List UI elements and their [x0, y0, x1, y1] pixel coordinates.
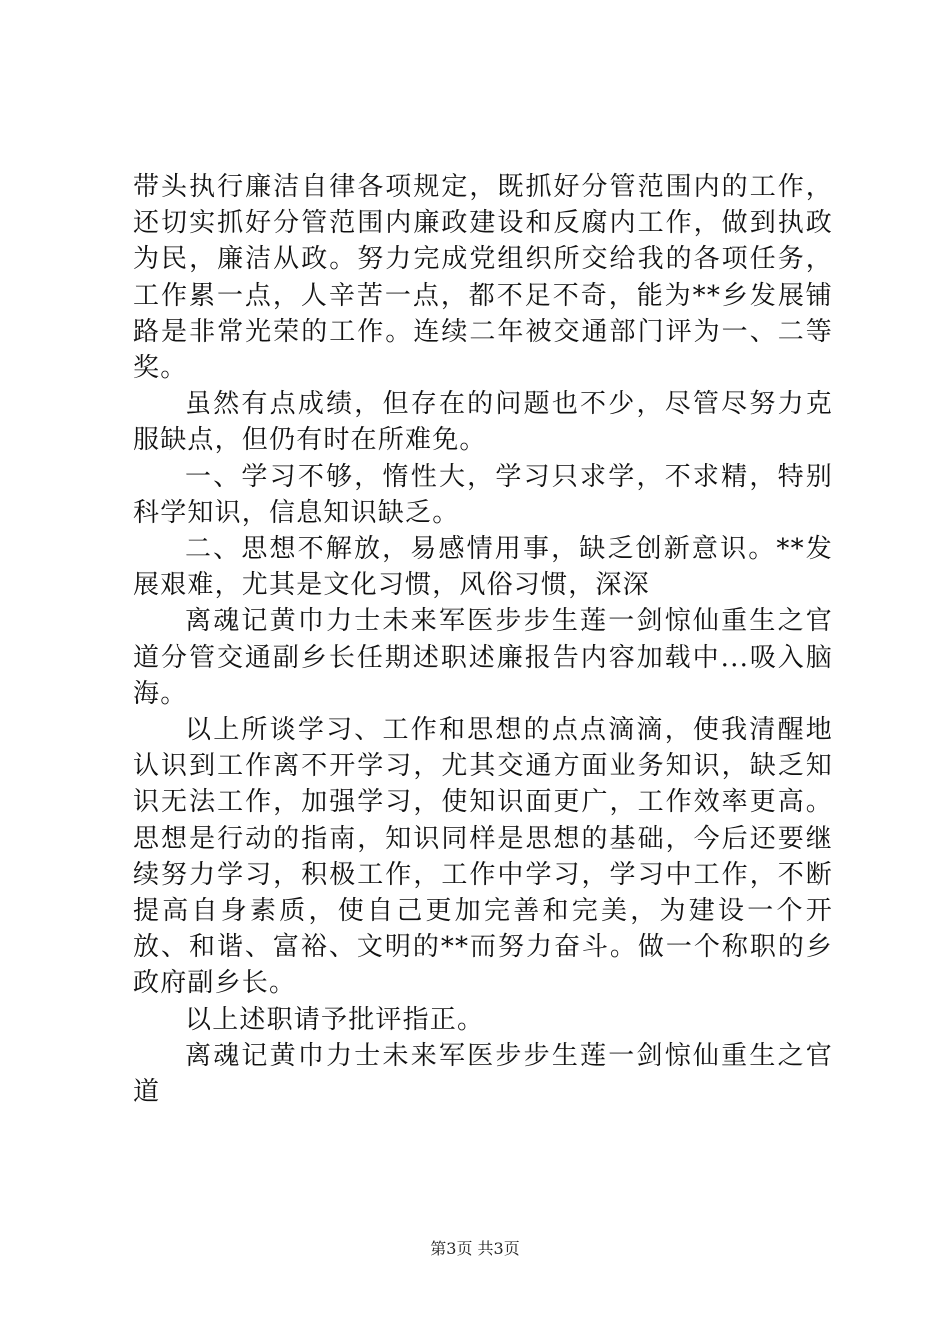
paragraph-conclusion: 以上所谈学习、工作和思想的点点滴滴，使我清醒地认识到工作离不开学习，尤其交通方面业务知识，缺乏知识无法工作，加强学习，使知识面更广，工作效率更高。思想是行动的指南，知识同样是思想的基础，今后还要继续努力学习，积极工作，工作中学习，学习中工作，不断提高自身素质，使自己更加完善和完美，为建设一个开放、和谐、富裕、文明的**而努力奋斗。做一个称职的乡政府副乡长。	[133, 715, 833, 999]
paragraph-point-one: 一、学习不够，惰性大，学习只求学，不求精，特别科学知识，信息知识缺乏。	[133, 461, 833, 528]
document-body	[133, 169, 833, 1110]
paragraph-shortcomings-intro: 虽然有点成绩，但存在的问题也不少，尽管尽努力克服缺点，但仍有时在所难免。	[133, 389, 833, 456]
paragraph-closing: 以上述职请予批评指正。	[185, 1004, 485, 1035]
page-number-footer: 第3页 共3页	[430, 1239, 520, 1258]
paragraph-inserted-text: 离魂记黄巾力士未来军医步步生莲一剑惊仙重生之官道分管交通副乡长任期述职述廉报告内容加载中...吸入脑海。	[133, 606, 833, 709]
paragraph-point-two: 二、思想不解放，易感情用事，缺乏创新意识。**发展艰难，尤其是文化习惯，风俗习惯，深深	[133, 534, 833, 601]
paragraph-continuation: 带头执行廉洁自律各项规定，既抓好分管范围内的工作，还切实抓好分管范围内廉政建设和反腐内工作，做到执政为民，廉洁从政。努力完成党组织所交给我的各项任务，工作累一点，人辛苦一点，都不足不奇，能为**乡发展铺路是非常光荣的工作。连续二年被交通部门评为一、二等奖。	[133, 172, 833, 384]
paragraph-trailing-text: 离魂记黄巾力士未来军医步步生莲一剑惊仙重生之官道	[133, 1040, 833, 1108]
